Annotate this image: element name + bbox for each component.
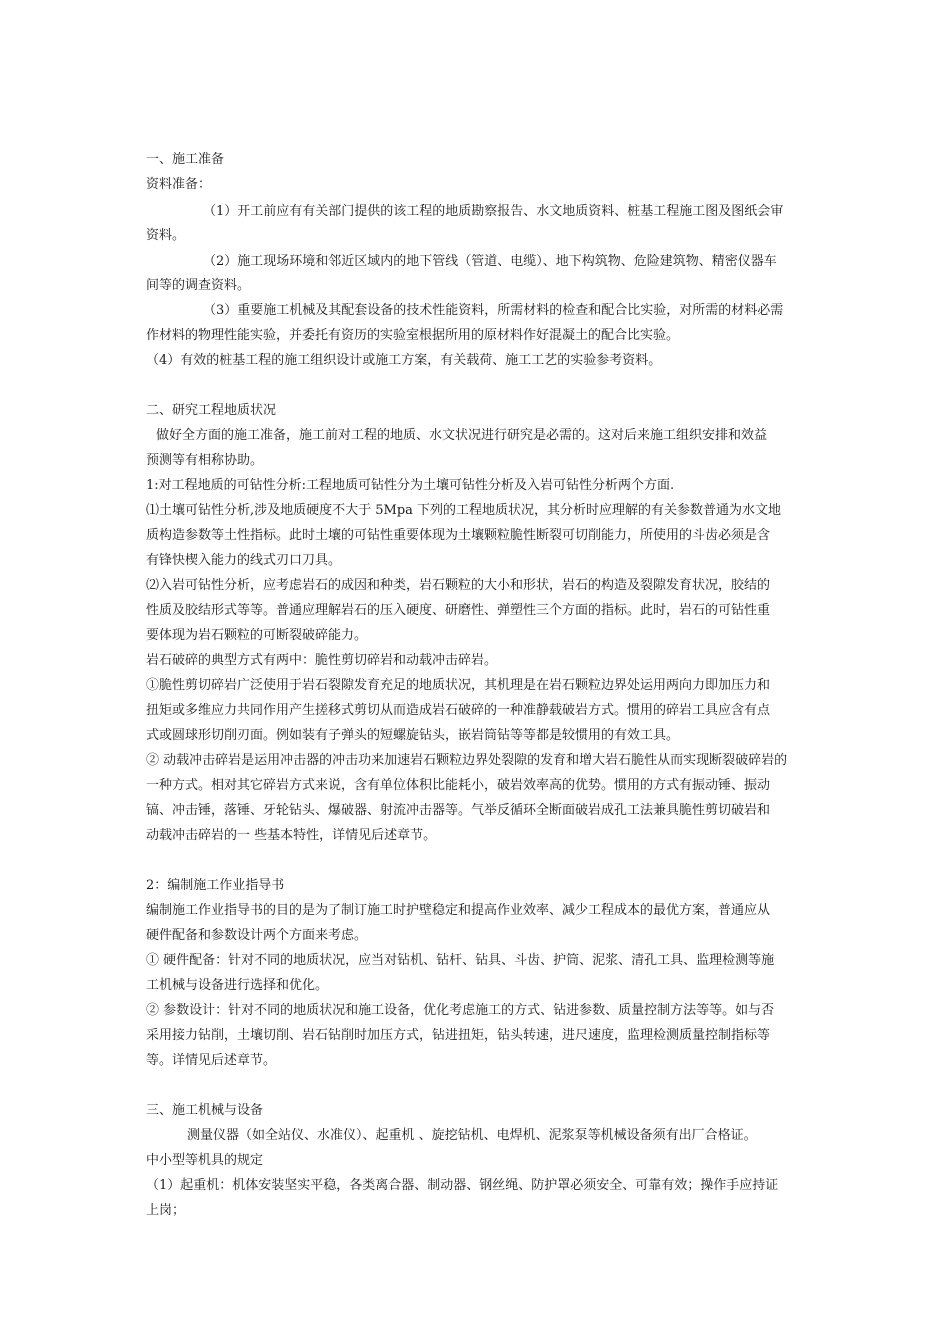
paragraph-line: （2）施工现场环境和邻近区域内的地下管线（管道、电缆）、地下构筑物、危险建筑物、精密仪器车 (203, 254, 777, 269)
paragraph-line: 测量仪器（如全站仪、水准仪）、起重机 、旋挖钻机、电焊机、泥浆泵等机械设备须有出厂合格证。 (187, 1128, 757, 1143)
paragraph-line: 性质及胶结形式等等。普通应理解岩石的压入硬度、研磨性、弹塑性三个方面的指标。此时，岩石的可钻性重 (146, 603, 771, 618)
paragraph-line: （1）起重机：机体安装坚实平稳，各类离合器、制动器、钢丝绳、防护罩必须安全、可靠有效；操作手应持证 (146, 1178, 779, 1193)
paragraph-line: ② 参数设计：针对不同的地质状况和施工设备，优化考虑施工的方式、钻进参数、质量控制方法等等。如与否 (146, 1003, 775, 1018)
paragraph-line: 镐、冲击锤，落锤、牙轮钻头、爆破器、射流冲击器等。气举反循环全断面破岩成孔工法兼具脆性剪切破岩和 (146, 803, 771, 818)
section-heading: 二、研究工程地质状况 (146, 403, 277, 418)
paragraph-line: 有锋快楔入能力的线式刃口刀具。 (146, 553, 342, 568)
section-heading: 2：编制施工作业指导书 (146, 878, 285, 893)
section-heading: 三、施工机械与设备 (146, 1103, 264, 1118)
paragraph-line: 做好全方面的施工准备，施工前对工程的地质、水文状况进行研究是必需的。这对后来施工组织安排和效益 (156, 428, 768, 443)
paragraph-line: （3）重要施工机械及其配套设备的技术性能资料，所需材料的检查和配合比实验，对所需的材料必需 (203, 303, 784, 318)
paragraph-line: 动载冲击碎岩的一 些基本特性，详情见后述章节。 (146, 828, 437, 843)
paragraph-line: ①脆性剪切碎岩广泛使用于岩石裂隙发育充足的地质状况，其机理是在岩石颗粒边界处运用两向力即加压力和 (146, 678, 771, 693)
paragraph-line: 工机械与设备进行选择和优化。 (146, 978, 329, 993)
subheading: 中小型等机具的规定 (146, 1153, 264, 1168)
paragraph-line: （4）有效的桩基工程的施工组织设计或施工方案，有关载荷、施工工艺的实验参考资料。 (146, 353, 662, 368)
paragraph-line: 采用接力钻削，土壤切削、岩石钻削时加压方式，钻进扭矩，钻头转速，进尺速度，监理检测质量控制指标等 (146, 1028, 771, 1043)
paragraph-line: 硬件配备和参数设计两个方面来考虑。 (146, 928, 368, 943)
paragraph-line: ⑴土壤可钻性分析,涉及地质硬度不大于 5Mpa 下列的工程地质状况，其分析时应理解的有关参数普通为水文地 (146, 503, 782, 518)
paragraph-line: 上岗； (146, 1203, 186, 1218)
paragraph-line: 一种方式。相对其它碎岩方式来说，含有单位体积比能耗小，破岩效率高的优势。惯用的方式有振动锤、振动 (146, 778, 771, 793)
paragraph-line: 编制施工作业指导书的目的是为了制订施工时护壁稳定和提高作业效率、减少工程成本的最优方案，普通应从 (146, 903, 771, 918)
paragraph-line: ② 动载冲击碎岩是运用冲击器的冲击功来加速岩石颗粒边界处裂隙的发育和增大岩石脆性从而实现断裂破碎岩的 (146, 753, 788, 768)
paragraph-line: 预测等有相称协助。 (146, 453, 264, 468)
paragraph-line: 质构造参数等土性指标。此时土壤的可钻性重要体现为土壤颗粒脆性断裂可切削能力，所使用的斗齿必须是含 (146, 528, 771, 543)
paragraph-line: ⑵入岩可钻性分析，应考虑岩石的成因和种类，岩石颗粒的大小和形状，岩石的构造及裂隙发育状况，胶结的 (146, 578, 771, 593)
paragraph-line: 扭矩或多维应力共同作用产生搓移式剪切从而造成岩石破碎的一种准静载破岩方式。惯用的碎岩工具应含有点 (146, 703, 771, 718)
paragraph-line: 1:对工程地质的可钻性分析:工程地质可钻性分为土壤可钻性分析及入岩可钻性分析两个方面. (146, 478, 675, 493)
paragraph-line: 等。详情见后述章节。 (146, 1053, 277, 1068)
paragraph-line: 要体现为岩石颗粒的可断裂破碎能力。 (146, 628, 368, 643)
paragraph-line: ① 硬件配备：针对不同的地质状况，应当对钻机、钻杆、钻具、斗齿、护筒、泥浆、清孔工具、监理检测等施 (146, 953, 775, 968)
paragraph-line: 岩石破碎的典型方式有两中：脆性剪切碎岩和动载冲击碎岩。 (146, 653, 498, 668)
subheading: 资料准备： (146, 177, 212, 192)
paragraph-line: 间等的调查资料。 (146, 278, 251, 293)
paragraph-line: 作材料的物理性能实验，并委托有资历的实验室根据所用的原材料作好混凝土的配合比实验。 (146, 328, 680, 343)
paragraph-line: （1）开工前应有有关部门提供的该工程的地质勘察报告、水文地质资料、桩基工程施工图及图纸会审 (203, 204, 784, 219)
paragraph-line: 式或圆球形切削刃面。例如装有子弹头的短螺旋钻头，嵌岩筒钻等等都是较惯用的有效工具。 (146, 728, 680, 743)
paragraph-line: 资料。 (146, 228, 186, 243)
section-heading: 一、施工准备 (146, 152, 225, 167)
